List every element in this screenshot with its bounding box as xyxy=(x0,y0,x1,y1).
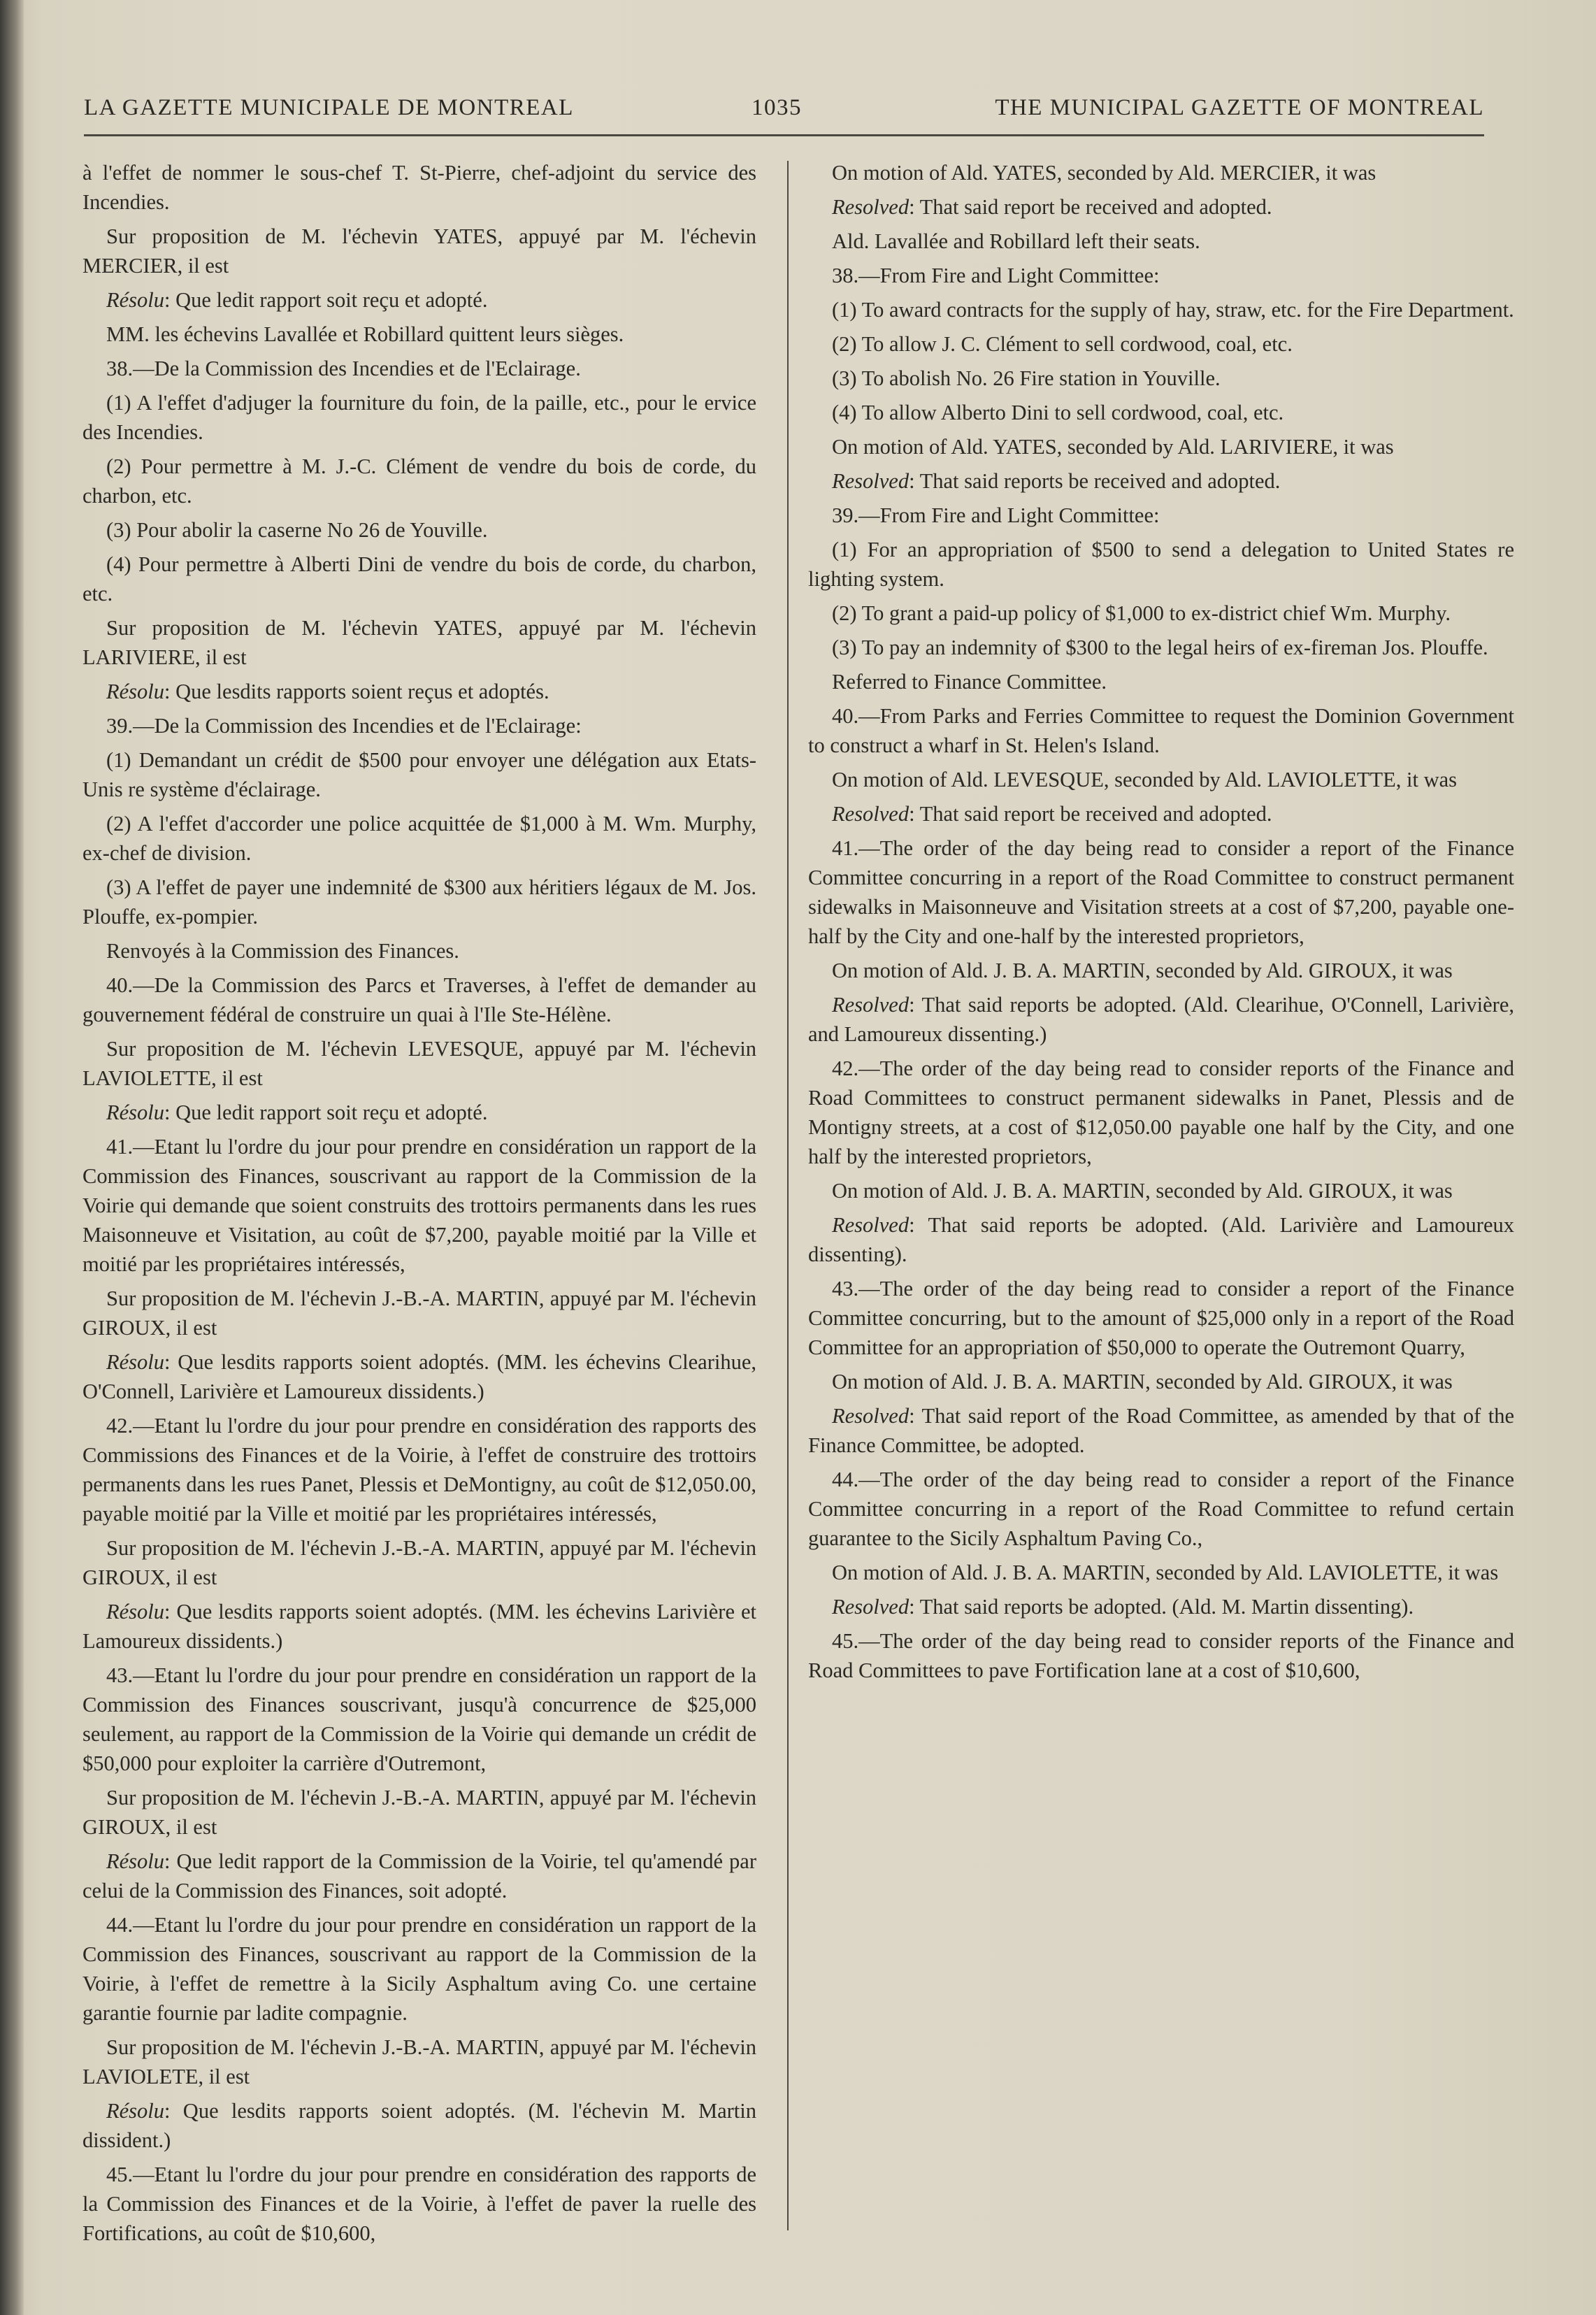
french-column-paragraph xyxy=(82,285,756,315)
paragraph-text: à l'effet de nommer le sous-chef T. St-Pierre, chef-adjoint du service des Incendies. xyxy=(82,161,756,214)
resolution-label: Résolu xyxy=(106,680,165,703)
paragraph-text: 40.—De la Commission des Parcs et Traverses, à l'effet de demander au gouvernement fédéral de construire un quai à l'Ile Ste-Hélène. xyxy=(82,973,756,1026)
french-column xyxy=(82,158,756,2253)
paragraph-text: : Que lesdits rapports soient adoptés. (MM. les échevins Larivière et Lamoureux dissidents.) xyxy=(82,1600,756,1653)
paragraph-text: : That said reports be received and adopted. xyxy=(909,469,1281,493)
paragraph-text: (2) To grant a paid-up policy of $1,000 to ex-district chief Wm. Murphy. xyxy=(832,601,1451,625)
french-column-paragraph xyxy=(82,2160,756,2248)
english-column-paragraph xyxy=(808,1054,1514,1171)
resolution-label: Résolu xyxy=(106,1600,165,1624)
english-column-paragraph xyxy=(808,432,1514,461)
paragraph-text: 39.—From Fire and Light Committee: xyxy=(832,503,1160,527)
english-column-paragraph xyxy=(808,1367,1514,1396)
french-column-paragraph xyxy=(82,1034,756,1093)
french-column-paragraph xyxy=(82,2033,756,2091)
english-column-paragraph xyxy=(808,1401,1514,1460)
paragraph-text: (1) Demandant un crédit de $500 pour envoyer une délégation aux Etats-Unis re système d'éclairage. xyxy=(82,748,756,801)
french-column-paragraph xyxy=(82,1098,756,1127)
french-column-paragraph xyxy=(82,677,756,706)
english-column-paragraph xyxy=(808,329,1514,359)
resolution-label: Résolu xyxy=(106,1849,165,1873)
french-column-paragraph xyxy=(82,809,756,868)
paragraph-text: 43.—The order of the day being read to consider a report of the Finance Committee concurring, but to the amount of $25,000 only in a report of the Road Committee for an appropriation of $50,000 to operate the Outremont Quarry, xyxy=(808,1277,1514,1359)
english-column-paragraph xyxy=(808,633,1514,662)
french-column-paragraph xyxy=(82,970,756,1029)
french-column-paragraph xyxy=(82,1347,756,1406)
paragraph-text: (2) Pour permettre à M. J.-C. Clément de vendre du bois de corde, du charbon, etc. xyxy=(82,454,756,508)
french-column-paragraph xyxy=(82,1661,756,1778)
paragraph-text: 45.—The order of the day being read to consider reports of the Finance and Road Committees to pave Fortification lane at a cost of $10,600, xyxy=(808,1629,1514,1682)
french-column-paragraph xyxy=(82,515,756,545)
column-divider xyxy=(787,161,789,2230)
french-column-paragraph xyxy=(82,1533,756,1592)
paragraph-text: (2) To allow J. C. Clément to sell cordwood, coal, etc. xyxy=(832,332,1293,356)
paragraph-text: On motion of Ald. J. B. A. MARTIN, seconded by Ald. LAVIOLETTE, it was xyxy=(832,1561,1499,1584)
english-column-paragraph xyxy=(808,1465,1514,1553)
header-english-title: THE MUNICIPAL GAZETTE OF MONTREAL xyxy=(995,95,1484,120)
english-column-paragraph xyxy=(808,1210,1514,1269)
english-column-paragraph xyxy=(808,261,1514,290)
paragraph-text: On motion of Ald. J. B. A. MARTIN, seconded by Ald. GIROUX, it was xyxy=(832,959,1453,982)
english-column-paragraph xyxy=(808,535,1514,594)
resolution-label: Resolved xyxy=(832,1404,910,1428)
english-column-paragraph xyxy=(808,501,1514,530)
paragraph-text: : Que ledit rapport soit reçu et adopté. xyxy=(164,1101,488,1124)
resolution-label: Résolu xyxy=(106,1350,165,1374)
paragraph-text: Sur proposition de M. l'échevin J.-B.-A. MARTIN, appuyé par M. l'échevin LAVIOLETE, il est xyxy=(82,2035,756,2088)
french-column-paragraph xyxy=(82,1910,756,2028)
resolution-label: Résolu xyxy=(106,1101,165,1124)
paragraph-text: (1) To award contracts for the supply of hay, straw, etc. for the Fire Department. xyxy=(832,298,1514,322)
paragraph-text: Renvoyés à la Commission des Finances. xyxy=(106,939,459,963)
paragraph-text: 43.—Etant lu l'ordre du jour pour prendre en considération un rapport de la Commission des Finances souscrivant, jusqu'à concurrence de $25,000 seulement, au rapport de la Commission de la Voirie qui demande un crédit de $50,000 pour exploiter la carrière d'Outremont, xyxy=(82,1663,756,1775)
english-column-paragraph xyxy=(808,667,1514,696)
paragraph-text: On motion of Ald. J. B. A. MARTIN, seconded by Ald. GIROUX, it was xyxy=(832,1370,1453,1393)
paragraph-text: : That said reports be adopted. (Ald. Clearihue, O'Connell, Larivière, and Lamoureux dissenting.) xyxy=(808,993,1514,1046)
paragraph-text: On motion of Ald. LEVESQUE, seconded by Ald. LAVIOLETTE, it was xyxy=(832,768,1458,791)
paragraph-text: Sur proposition de M. l'échevin J.-B.-A. MARTIN, appuyé par M. l'échevin GIROUX, il est xyxy=(82,1786,756,1839)
paragraph-text: Sur proposition de M. l'échevin LEVESQUE, appuyé par M. l'échevin LAVIOLETTE, il est xyxy=(82,1037,756,1090)
french-column-paragraph xyxy=(82,388,756,447)
french-column-paragraph xyxy=(82,222,756,280)
resolution-label: Resolved xyxy=(832,993,910,1017)
french-column-paragraph xyxy=(82,1284,756,1342)
french-column-paragraph xyxy=(82,745,756,804)
english-column-paragraph xyxy=(808,1592,1514,1621)
paragraph-text: (3) A l'effet de payer une indemnité de $300 aux héritiers légaux de M. Jos. Plouffe, ex-pompier. xyxy=(82,875,756,929)
paragraph-text: On motion of Ald. J. B. A. MARTIN, seconded by Ald. GIROUX, it was xyxy=(832,1179,1453,1203)
paragraph-text: (3) Pour abolir la caserne No 26 de Youville. xyxy=(106,518,488,542)
paragraph-text: On motion of Ald. YATES, seconded by Ald. MERCIER, it was xyxy=(832,161,1376,185)
paragraph-text: 38.—De la Commission des Incendies et de l'Eclairage. xyxy=(106,357,581,380)
french-column-paragraph xyxy=(82,613,756,672)
paragraph-text: 44.—Etant lu l'ordre du jour pour prendre en considération un rapport de la Commission des Finances, souscrivant au rapport de la Commission de la Voirie, à l'effet de remettre à la Sicily Asphaltum aving Co. une certaine garantie fournie par ladite compagnie. xyxy=(82,1913,756,2025)
english-column-paragraph xyxy=(808,765,1514,794)
french-column-paragraph xyxy=(82,158,756,217)
english-column-paragraph xyxy=(808,833,1514,951)
paragraph-text: : That said report be received and adopted. xyxy=(909,802,1272,826)
resolution-label: Resolved xyxy=(832,469,910,493)
paragraph-text: Sur proposition de M. l'échevin J.-B.-A. MARTIN, appuyé par M. l'échevin GIROUX, il est xyxy=(82,1536,756,1589)
english-column xyxy=(808,158,1514,1690)
paragraph-text: : That said report be received and adopted. xyxy=(909,195,1272,219)
english-column-paragraph xyxy=(808,192,1514,222)
french-column-paragraph xyxy=(82,1411,756,1528)
english-column-paragraph xyxy=(808,398,1514,427)
paragraph-text: (1) For an appropriation of $500 to send a delegation to United States re lighting system. xyxy=(808,538,1514,591)
english-column-paragraph xyxy=(808,295,1514,324)
paragraph-text: Sur proposition de M. l'échevin YATES, appuyé par M. l'échevin MERCIER, il est xyxy=(82,224,756,278)
resolution-label: Resolved xyxy=(832,1213,910,1237)
french-column-paragraph xyxy=(82,354,756,383)
page-number: 1035 xyxy=(752,95,802,120)
page-binding-shadow xyxy=(0,0,24,2315)
paragraph-text: 42.—Etant lu l'ordre du jour pour prendre en considération des rapports des Commissions des Finances et de la Voirie, à l'effet de construire des trottoirs permanents dans les rues Panet, Plessis et DeMontigny, au coût de $12,050.00, payable moitié par la Ville et moitié par les propriétaires intéressés, xyxy=(82,1414,756,1526)
header-french-title: LA GAZETTE MUNICIPALE DE MONTREAL xyxy=(84,95,574,120)
french-column-paragraph xyxy=(82,1132,756,1279)
paragraph-text: 41.—The order of the day being read to consider a report of the Finance Committee concurring in a report of the Road Committee to construct permanent sidewalks in Maisonneuve and Visitation streets at a cost of $7,200, payable one-half by the City and one-half by the interested proprietors, xyxy=(808,836,1514,948)
paragraph-text: : Que ledit rapport de la Commission de la Voirie, tel qu'amendé par celui de la Commission des Finances, soit adopté. xyxy=(82,1849,756,1902)
paragraph-text: Sur proposition de M. l'échevin YATES, appuyé par M. l'échevin LARIVIERE, il est xyxy=(82,616,756,669)
paragraph-text: 40.—From Parks and Ferries Committee to request the Dominion Government to construct a wharf in St. Helen's Island. xyxy=(808,704,1514,757)
english-column-paragraph xyxy=(808,466,1514,496)
paragraph-text: (2) A l'effet d'accorder une police acquittée de $1,000 à M. Wm. Murphy, ex-chef de division. xyxy=(82,812,756,865)
english-column-paragraph xyxy=(808,599,1514,628)
paragraph-text: Referred to Finance Committee. xyxy=(832,670,1107,694)
paragraph-text: Sur proposition de M. l'échevin J.-B.-A. MARTIN, appuyé par M. l'échevin GIROUX, il est xyxy=(82,1286,756,1340)
french-column-paragraph xyxy=(82,1847,756,1905)
paragraph-text: Ald. Lavallée and Robillard left their seats. xyxy=(832,229,1200,253)
english-column-paragraph xyxy=(808,1626,1514,1685)
resolution-label: Resolved xyxy=(832,1595,910,1619)
french-column-paragraph xyxy=(82,711,756,740)
paragraph-text: : Que lesdits rapports soient adoptés. (MM. les échevins Clearihue, O'Connell, Larivière et Lamoureux dissidents.) xyxy=(82,1350,756,1403)
english-column-paragraph xyxy=(808,701,1514,760)
english-column-paragraph xyxy=(808,1558,1514,1587)
paragraph-text: 41.—Etant lu l'ordre du jour pour prendre en considération un rapport de la Commission des Finances, souscrivant au rapport de la Commission de la Voirie qui demande que soient construits des trottoirs permanents dans les rues Maisonneuve et Visitation, au coût de $7,200, payable moitié par la Ville et moitié par les propriétaires intéressés, xyxy=(82,1135,756,1276)
resolution-label: Resolved xyxy=(832,195,910,219)
english-column-paragraph xyxy=(808,1274,1514,1362)
paragraph-text: (3) To abolish No. 26 Fire station in Youville. xyxy=(832,366,1221,390)
paragraph-text: 44.—The order of the day being read to consider a report of the Finance Committee concurring in a report of the Road Committee to refund certain guarantee to the Sicily Asphaltum Paving Co., xyxy=(808,1468,1514,1550)
paragraph-text: : Que lesdits rapports soient reçus et adoptés. xyxy=(164,680,549,703)
resolution-label: Résolu xyxy=(106,2099,165,2123)
resolution-label: Résolu xyxy=(106,288,165,312)
paragraph-text: (4) To allow Alberto Dini to sell cordwood, coal, etc. xyxy=(832,401,1284,424)
resolution-label: Resolved xyxy=(832,802,910,826)
english-column-paragraph xyxy=(808,956,1514,985)
page-header xyxy=(84,92,1484,136)
french-column-paragraph xyxy=(82,550,756,608)
paragraph-text: On motion of Ald. YATES, seconded by Ald. LARIVIERE, it was xyxy=(832,435,1394,459)
paragraph-text: 38.—From Fire and Light Committee: xyxy=(832,264,1160,287)
english-column-paragraph xyxy=(808,1176,1514,1205)
french-column-paragraph xyxy=(82,1783,756,1842)
paragraph-text: 42.—The order of the day being read to consider reports of the Finance and Road Committees to construct permanent sidewalks in Panet, Plessis and de Montigny streets, at a cost of $12,050.00 payable one half by the City, and one half by the interested proprietors, xyxy=(808,1056,1514,1168)
paragraph-text: (4) Pour permettre à Alberti Dini de vendre du bois de corde, du charbon, etc. xyxy=(82,552,756,605)
paragraph-text: MM. les échevins Lavallée et Robillard quittent leurs sièges. xyxy=(106,322,624,346)
paragraph-text: 45.—Etant lu l'ordre du jour pour prendre en considération des rapports de la Commission des Finances et de la Voirie, à l'effet de paver la ruelle des Fortifications, au coût de $10,600, xyxy=(82,2163,756,2245)
paragraph-text: : That said report of the Road Committee, as amended by that of the Finance Committee, be adopted. xyxy=(808,1404,1514,1457)
french-column-paragraph xyxy=(82,1597,756,1656)
english-column-paragraph xyxy=(808,364,1514,393)
paragraph-text: (3) To pay an indemnity of $300 to the legal heirs of ex-fireman Jos. Plouffe. xyxy=(832,636,1488,659)
paragraph-text: : That said reports be adopted. (Ald. Larivière and Lamoureux dissenting). xyxy=(808,1213,1514,1266)
paragraph-text: : Que lesdits rapports soient adoptés. (M. l'échevin M. Martin dissident.) xyxy=(82,2099,756,2152)
french-column-paragraph xyxy=(82,452,756,510)
english-column-paragraph xyxy=(808,227,1514,256)
english-column-paragraph xyxy=(808,158,1514,187)
paragraph-text: (1) A l'effet d'adjuger la fourniture du foin, de la paille, etc., pour le ervice des Incendies. xyxy=(82,391,756,444)
english-column-paragraph xyxy=(808,799,1514,829)
french-column-paragraph xyxy=(82,873,756,931)
french-column-paragraph xyxy=(82,2096,756,2155)
french-column-paragraph xyxy=(82,320,756,349)
french-column-paragraph xyxy=(82,936,756,966)
paragraph-text: : Que ledit rapport soit reçu et adopté. xyxy=(164,288,488,312)
paragraph-text: : That said reports be adopted. (Ald. M. Martin dissenting). xyxy=(909,1595,1414,1619)
paragraph-text: 39.—De la Commission des Incendies et de l'Eclairage: xyxy=(106,714,582,738)
english-column-paragraph xyxy=(808,990,1514,1049)
